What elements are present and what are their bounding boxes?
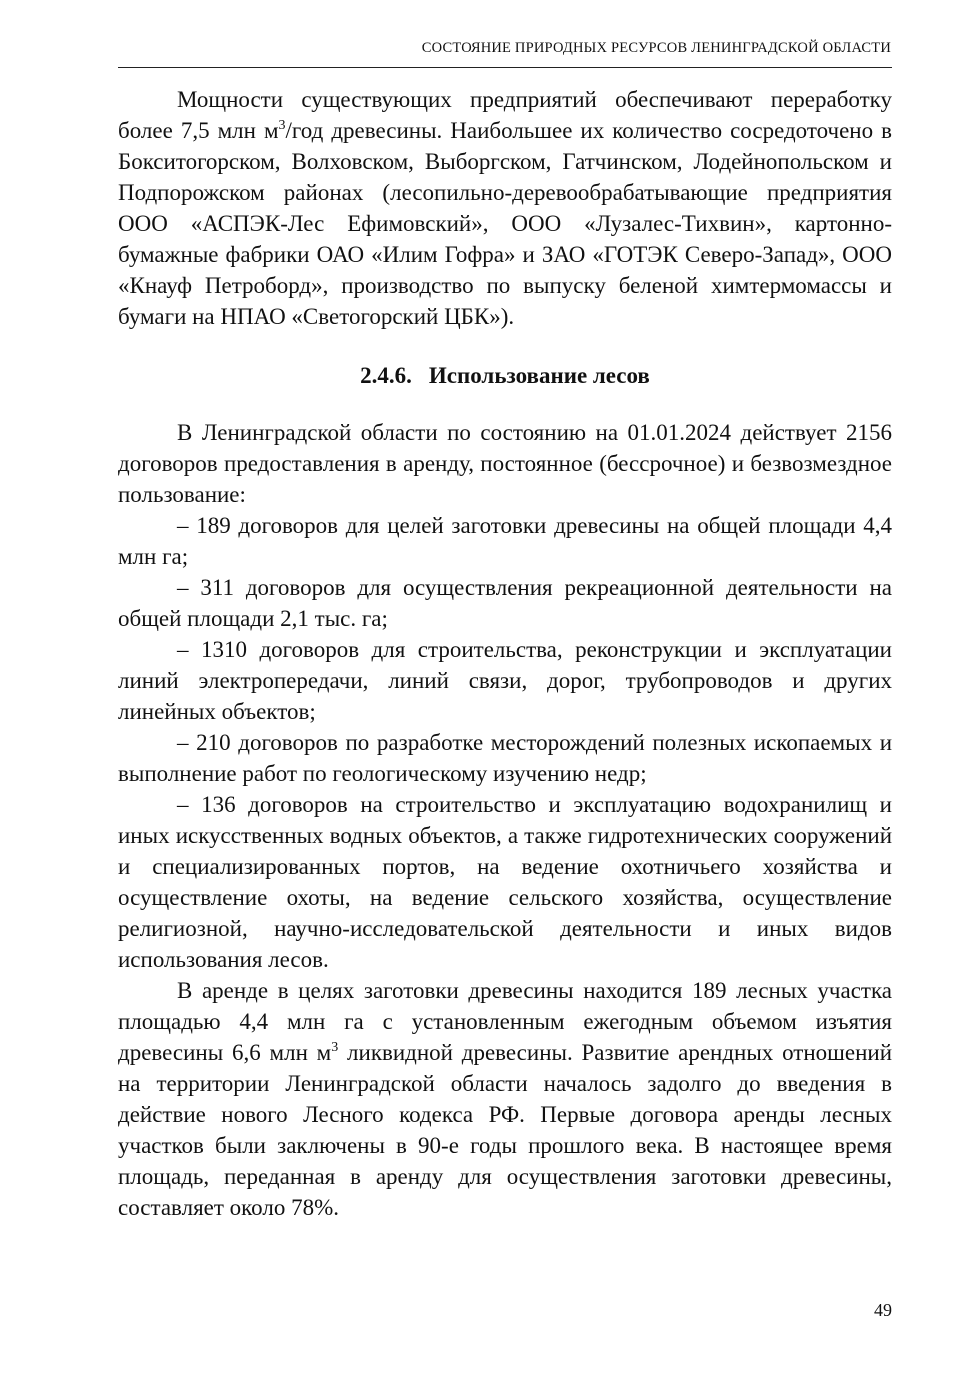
- list-item: – 210 договоров по разработке месторождений полезных ископаемых и выполнение работ по геологическому изучению недр;: [118, 730, 892, 786]
- page-body: [118, 84, 892, 1223]
- intro-text-part-2: /год древесины. Наибольшее их количество сосредоточено в Бокситогорском, Волховском, Выборгском, Гатчинском, Лодейнопольском и Подпорожском районах (лесопильно-деревообрабатывающие предприятия ООО «АСПЭК-Лес Ефимовский», ООО «Лузалес-Тихвин», картонно-бумажные фабрики ОАО «Илим Гофра» и ЗАО «ГОТЭК Северо-Запад», ООО «Кнауф Петроборд», производство по выпуску беленой химтермомассы и бумаги на НПАО «Светогорский ЦБК»).: [118, 118, 892, 329]
- section-heading: [118, 360, 892, 391]
- section-title: Использование лесов: [428, 363, 650, 388]
- header-divider: [118, 67, 892, 68]
- intro-paragraph: [118, 84, 892, 332]
- running-header: СОСТОЯНИЕ ПРИРОДНЫХ РЕСУРСОВ ЛЕНИНГРАДСКОЙ ОБЛАСТИ: [421, 40, 891, 56]
- closing-text-part-1: В аренде в целях заготовки древесины находится 189 лесных участка площадью 4,4 млн га с установленным ежегодным объемом изъятия древесины 6,6 млн м: [118, 978, 892, 1065]
- closing-text-part-2: ликвидной древесины. Развитие арендных отношений на территории Ленинградской области началось задолго до введения в действие нового Лесного кодекса РФ. Первые договора аренды лесных участков были заключены в 90-е годы прошлого века. В настоящее время площадь, переданная в аренду для осуществления заготовки древесины, составляет около 78%.: [118, 1040, 893, 1220]
- page-number: 49: [874, 1300, 892, 1320]
- list-item: – 311 договоров для осуществления рекреационной деятельности на общей площади 2,1 тыс. га;: [118, 575, 892, 631]
- list-item: – 136 договоров на строительство и эксплуатацию водохранилищ и иных искусственных водных объектов, а также гидротехнических сооружений и специализированных портов, на ведение охотничьего хозяйства и осуществление охоты, на ведение сельского хозяйства, осуществление религиозной, научно-исследовательской деятельности и иных видов использования лесов.: [118, 792, 892, 972]
- list-item: – 189 договоров для целей заготовки древесины на общей площади 4,4 млн га;: [118, 513, 892, 569]
- lead-paragraph: В Ленинградской области по состоянию на 01.01.2024 действует 2156 договоров предоставления в аренду, постоянное (бессрочное) и безвозмездное пользование:: [118, 420, 892, 507]
- superscript-cubed: 3: [278, 118, 286, 133]
- section-number: 2.4.6.: [360, 363, 412, 388]
- closing-paragraph: [118, 975, 892, 1223]
- superscript-cubed: 3: [331, 1040, 339, 1055]
- list-item: – 1310 договоров для строительства, реконструкции и эксплуатации линий электропередачи, линий связи, дорог, трубопроводов и других линейных объектов;: [118, 637, 892, 724]
- intro-text-part-1: Мощности существующих предприятий обеспечивают переработку более 7,5 млн м: [118, 87, 892, 143]
